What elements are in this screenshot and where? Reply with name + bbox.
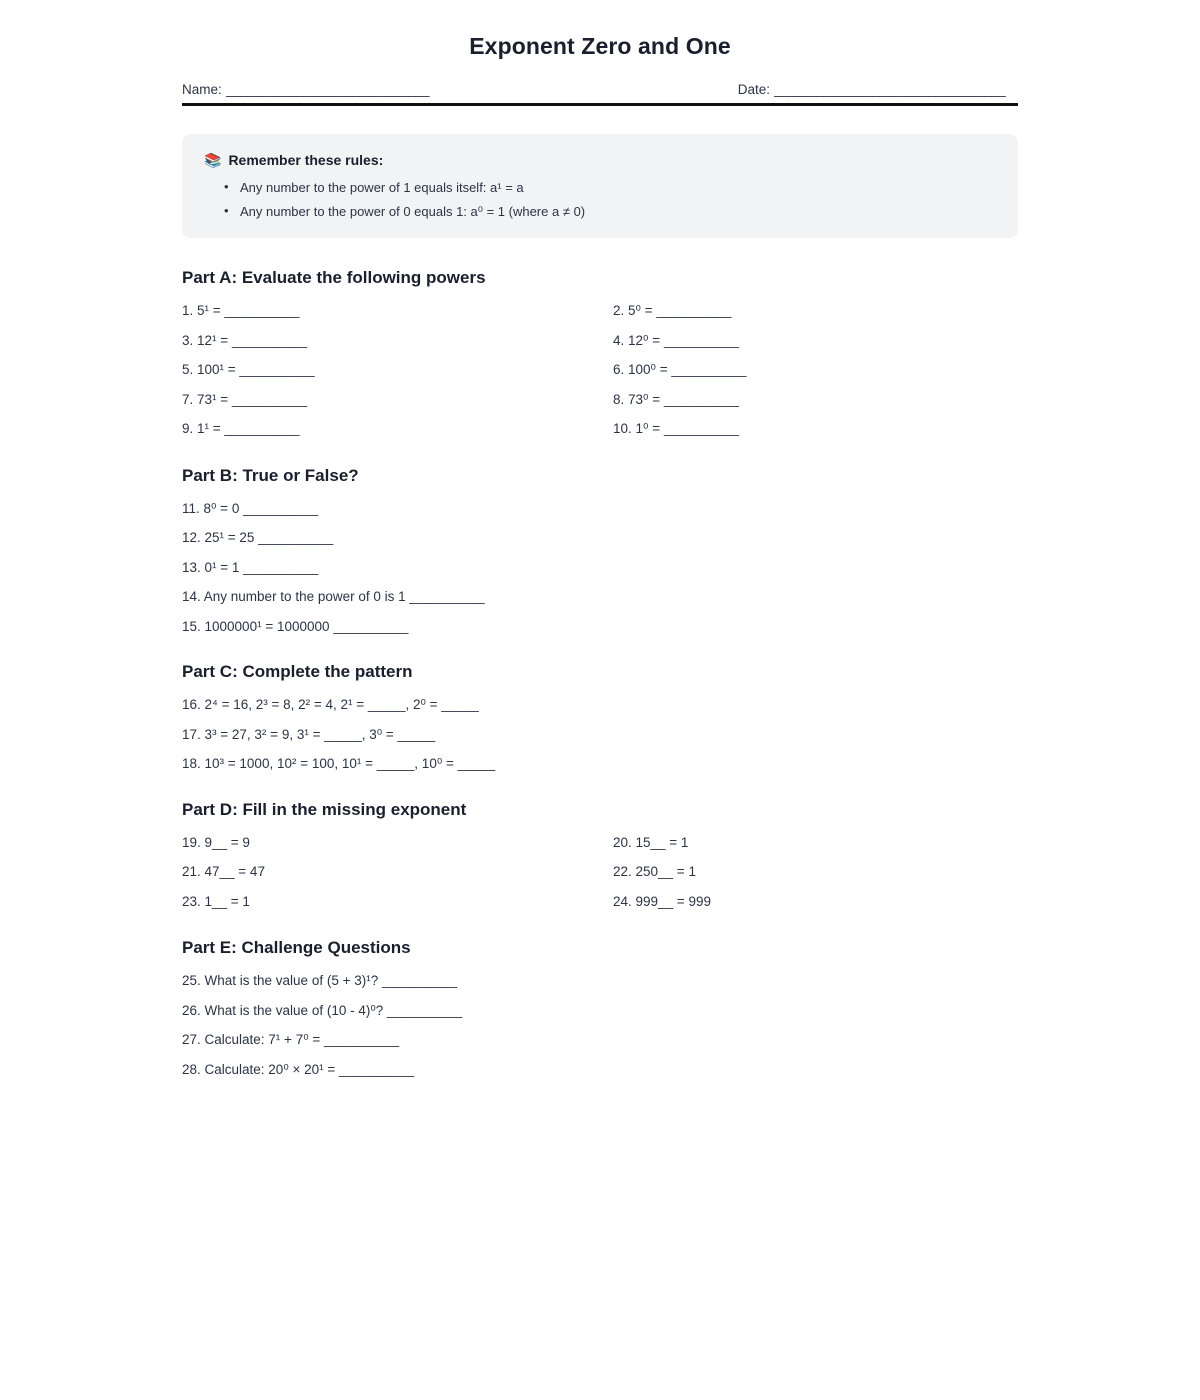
- section-heading-part-b: Part B: True or False?: [182, 465, 359, 485]
- section-heading-part-d: Part D: Fill in the missing exponent: [182, 799, 467, 819]
- rule-item: • Any number to the power of 0 equals 1: a⁰ = 1 (where a ≠ 0): [204, 205, 996, 218]
- name-label: Name:: [182, 82, 222, 97]
- question-grid-part-a: [182, 288, 1018, 436]
- section-heading-part-c: Part C: Complete the pattern: [182, 662, 413, 681]
- date-blank[interactable]: _________________________________: [774, 82, 1006, 97]
- question-list-part-b: [182, 486, 1018, 634]
- question-item[interactable]: 5. 100¹ = __________: [182, 362, 315, 377]
- question-list-part-c: [182, 682, 1018, 771]
- question-item[interactable]: 20. 15__ = 1: [613, 834, 689, 850]
- name-blank[interactable]: _____________________________: [225, 82, 429, 97]
- identity-row: [182, 82, 1018, 97]
- section-part-e: [182, 908, 1018, 1076]
- question-item[interactable]: 27. Calculate: 7¹ + 7⁰ = __________: [182, 1032, 400, 1047]
- question-item[interactable]: 1. 5¹ = __________: [182, 303, 300, 318]
- section-part-b: [182, 436, 1018, 634]
- section-heading-part-a: Part A: Evaluate the following powers: [182, 268, 486, 287]
- section-heading-part-e: Part E: Challenge Questions: [182, 938, 411, 957]
- question-item[interactable]: 10. 1⁰ = __________: [613, 421, 739, 436]
- question-item[interactable]: 11. 8⁰ = 0 __________: [182, 500, 319, 516]
- question-list-part-e: [182, 958, 1018, 1076]
- rules-list: [204, 181, 996, 218]
- question-item[interactable]: 23. 1__ = 1: [182, 893, 250, 909]
- books-icon: 📚: [204, 152, 222, 168]
- question-item[interactable]: 18. 10³ = 1000, 10² = 100, 10¹ = _____, 10⁰ = _____: [182, 756, 496, 771]
- question-item[interactable]: 24. 999__ = 999: [613, 893, 711, 909]
- question-item[interactable]: 22. 250__ = 1: [613, 864, 696, 879]
- question-item[interactable]: 12. 25¹ = 25 __________: [182, 530, 334, 545]
- rules-callout: [182, 134, 1018, 238]
- question-item[interactable]: 17. 3³ = 27, 3² = 9, 3¹ = _____, 3⁰ = _____: [182, 726, 436, 742]
- date-field[interactable]: [738, 82, 1052, 97]
- question-item[interactable]: 15. 1000000¹ = 1000000 __________: [182, 618, 409, 634]
- question-item[interactable]: 2. 5⁰ = __________: [613, 303, 732, 318]
- question-item[interactable]: 16. 2⁴ = 16, 2³ = 8, 2² = 4, 2¹ = _____, 2⁰ = _____: [182, 697, 479, 712]
- section-part-a: [182, 238, 1018, 436]
- page-title: Exponent Zero and One: [469, 33, 731, 59]
- question-item[interactable]: 13. 0¹ = 1 __________: [182, 559, 319, 575]
- question-item[interactable]: 4. 12⁰ = __________: [613, 332, 739, 348]
- question-item[interactable]: 26. What is the value of (10 - 4)⁰? __________: [182, 1002, 463, 1018]
- rule-item: • Any number to the power of 1 equals itself: a¹ = a: [204, 181, 996, 194]
- question-item[interactable]: 6. 100⁰ = __________: [613, 362, 747, 377]
- question-item[interactable]: 9. 1¹ = __________: [182, 421, 300, 436]
- rules-callout-title-text: Remember these rules:: [228, 152, 384, 168]
- question-item[interactable]: 14. Any number to the power of 0 is 1 __________: [182, 589, 485, 604]
- section-part-c: [182, 633, 1018, 771]
- question-grid-part-d: [182, 820, 1018, 909]
- question-item[interactable]: 3. 12¹ = __________: [182, 332, 307, 348]
- name-field[interactable]: [182, 82, 470, 97]
- header-divider: [182, 103, 1018, 106]
- question-item[interactable]: 25. What is the value of (5 + 3)¹? __________: [182, 973, 458, 988]
- question-item[interactable]: 21. 47__ = 47: [182, 864, 265, 879]
- question-item[interactable]: 19. 9__ = 9: [182, 834, 250, 850]
- question-item[interactable]: 7. 73¹ = __________: [182, 391, 307, 407]
- section-part-d: [182, 771, 1018, 909]
- question-item[interactable]: 8. 73⁰ = __________: [613, 391, 739, 407]
- question-item[interactable]: 28. Calculate: 20⁰ × 20¹ = __________: [182, 1061, 415, 1077]
- rules-callout-title: [204, 152, 996, 168]
- date-label: Date:: [737, 82, 771, 97]
